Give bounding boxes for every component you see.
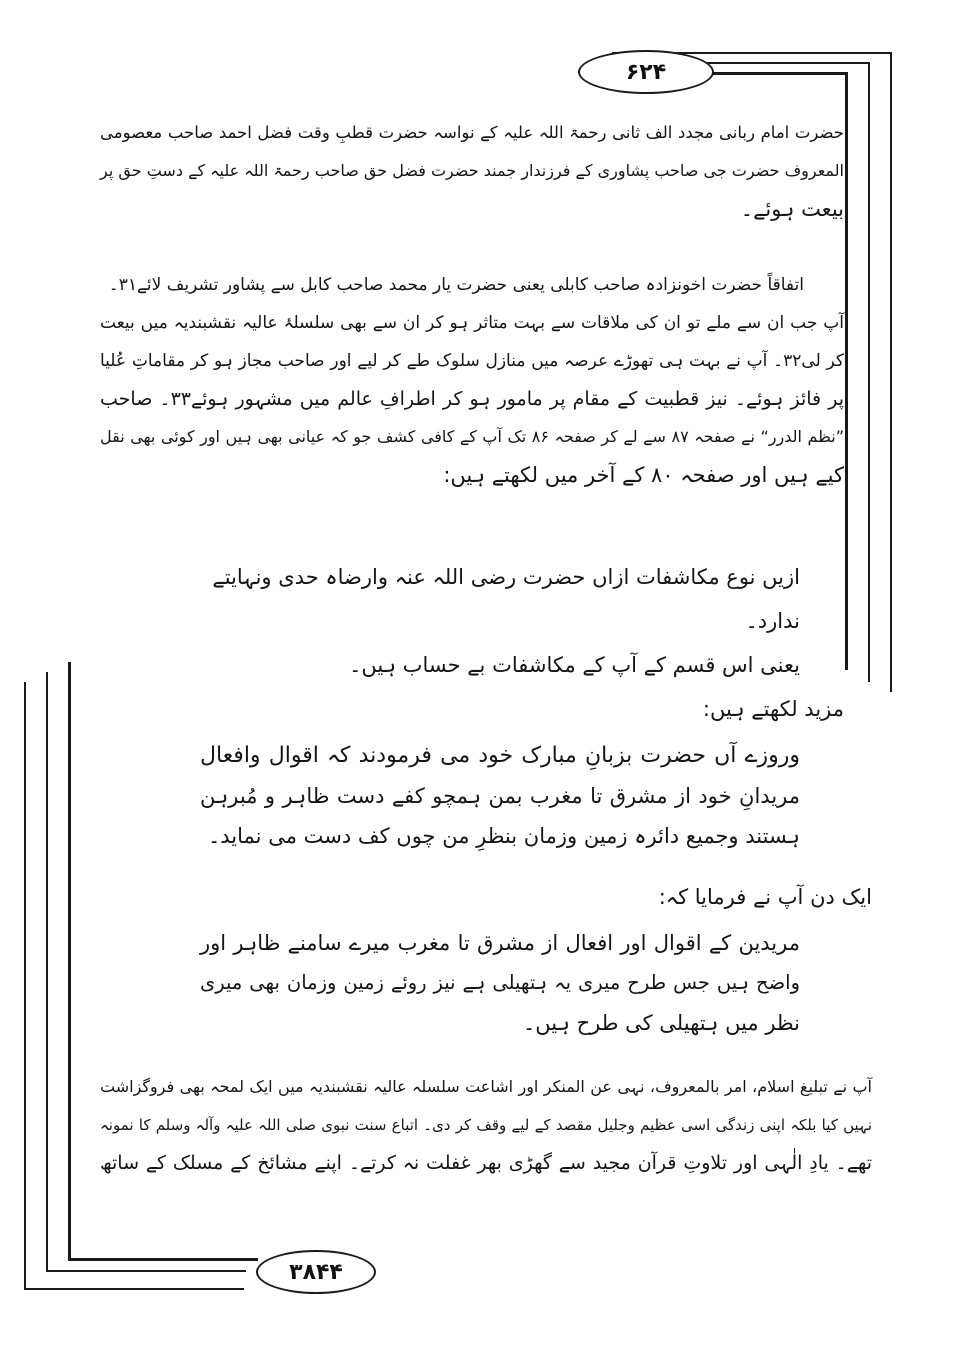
text-line: پر فائز ہوئے۔ نیز قطبیت کے مقام پر مامور ہو کر اطرافِ عالم میں مشہور ہوئے۳۳۔ صاحب <box>100 388 844 410</box>
quote-1 <box>190 558 800 640</box>
translation-1 <box>190 646 800 684</box>
frame-right-outer-line <box>868 62 870 682</box>
frame-right-inner-line <box>845 72 848 670</box>
paragraph-3 <box>100 1068 872 1182</box>
text-line: یعنی اس قسم کے آپ کے مکاشفات بے حساب ہیں۔ <box>349 653 800 677</box>
frame-bottom-line-2 <box>46 1270 246 1272</box>
one-day-heading <box>100 878 872 916</box>
text-line: کیے ہیں اور صفحہ ۸۰ کے آخر میں لکھتے ہیں: <box>443 463 844 487</box>
frame-bottom-line-3 <box>24 1288 244 1290</box>
text-line: حضرت امام ربانی مجدد الف ثانی رحمۃ اللہ علیہ کے نواسہ حضرت قطبِ وقت فضل احمد صاحب معصومی <box>100 123 844 142</box>
quote-line: ندارد۔ <box>745 609 800 633</box>
text-line: اتفاقاً حضرت اخونزادہ صاحب کابلی یعنی حضرت یار محمد صاحب کابل سے پشاور تشریف لائے۳۱۔ <box>108 275 804 295</box>
text-line: کر لی۳۲۔ آپ نے بہت ہی تھوڑے عرصہ میں منازل سلوک طے کر لیے اور صاحب مجاز ہو کر مقاماتِ عُلیا <box>100 351 844 371</box>
top-page-number: ۶۲۴ <box>578 50 714 94</box>
quote-2 <box>200 736 800 856</box>
quote-line: ازیں نوع مکاشفات ازاں حضرت رضی اللہ عنہ وارضاہ حدی ونہایتے <box>212 565 800 589</box>
frame-left-line-3 <box>68 662 71 1260</box>
text-line: مزید لکھتے ہیں: <box>702 697 844 721</box>
quote-line: ہستند وجمیع دائرہ زمین وزمان بنظرِ من چوں کف دست می نماید۔ <box>207 824 800 848</box>
further-heading <box>100 690 844 728</box>
text-line: آپ نے تبلیغ اسلام، امر بالمعروف، نہی عن المنکر اور اشاعت سلسلہ عالیہ نقشبندیہ میں ایک لمحہ بھی فروگزاشت <box>100 1077 872 1096</box>
text-line: نہیں کیا بلکہ اپنی زندگی اسی عظیم وجلیل مقصد کے لیے وقف کر دی۔ اتباع سنت نبوی صلی اللہ علیہ وآلہ وسلم کا نمونہ <box>100 1116 872 1134</box>
paragraph-1 <box>100 114 844 228</box>
frame-left-line-1 <box>24 682 26 1290</box>
bottom-page-number: ۳۸۴۴ <box>256 1250 376 1294</box>
text-line: بیعت ہوئے۔ <box>740 197 844 221</box>
text-line: ایک دن آپ نے فرمایا کہ: <box>658 885 872 909</box>
text-line: تھے۔ یادِ الٰہی اور تلاوتِ قرآن مجید سے گھڑی بھر غفلت نہ کرتے۔ اپنے مشائخ کے مسلک کے ساتھ <box>100 1152 872 1174</box>
quote-line: مریدانِ خود از مشرق تا مغرب بمن ہمچو کفے دست ظاہر و مُبرہن <box>200 784 800 808</box>
paragraph-2 <box>100 266 844 494</box>
frame-right-outer-line-2 <box>890 52 892 692</box>
quote-line: نظر میں ہتھیلی کی طرح ہیں۔ <box>522 1011 800 1035</box>
text-line: ”نظم الدرر“ نے صفحہ ۸۷ سے لے کر صفحہ ۸۶ تک آپ کے کافی کشف جو کہ عیانی بھی ہیں اور کوئی بھی نقل <box>100 427 845 446</box>
quote-3 <box>200 924 800 1044</box>
text-line: المعروف حضرت جی صاحب پشاوری کے فرزندار جمند حضرت فضل حق صاحب رحمۃ اللہ علیہ کے دستِ حق پر <box>100 161 844 180</box>
quote-line: مریدین کے اقوال اور افعال از مشرق تا مغرب میرے سامنے ظاہر اور <box>200 931 800 955</box>
quote-line: وروزے آں حضرت بزبانِ مبارک خود می فرمودند کہ اقوال وافعال <box>200 743 800 768</box>
frame-bottom-line-1 <box>68 1258 258 1261</box>
frame-left-line-2 <box>46 672 48 1270</box>
text-line: آپ جب ان سے ملے تو ان کی ملاقات سے بہت متاثر ہو کر ان سے بھی سلسلۂ عالیہ نقشبندیہ میں بیعت <box>100 313 844 333</box>
quote-line: واضح ہیں جس طرح میری یہ ہتھیلی ہے نیز روئے زمین وزمان بھی میری <box>200 971 800 994</box>
